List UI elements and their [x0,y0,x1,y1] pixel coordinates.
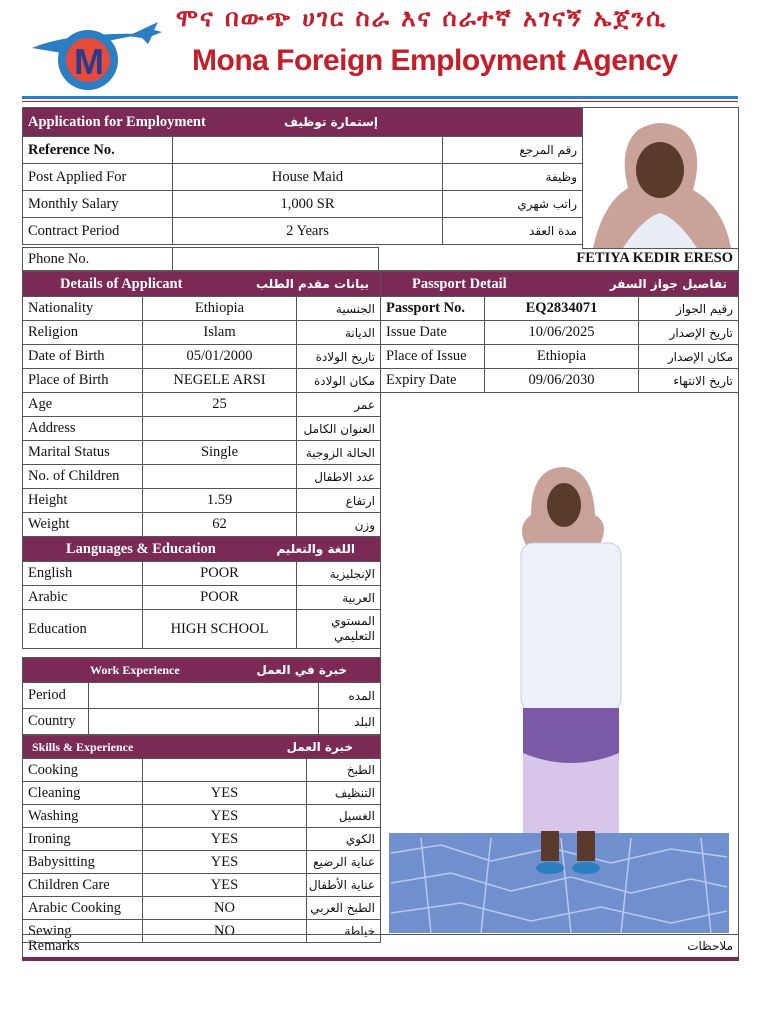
period-value [89,683,319,709]
contract-label: Contract Period [23,218,173,245]
salary-label: Monthly Salary [23,191,173,218]
arabic-cooking-label: Arabic Cooking [23,897,143,920]
nationality-label-arabic: الجنسية [297,297,381,321]
header-rule-red [22,101,738,102]
religion-label: Religion [23,321,143,345]
application-table [22,107,583,245]
remarks-row [22,934,739,961]
babysitting-label: Babysitting [23,851,143,874]
pob-label: Place of Birth [23,369,143,393]
country-label-arabic: البلد [319,709,381,735]
expiry-date-value: 09/06/2030 [485,369,639,393]
education-label: Education [23,610,143,649]
babysitting-label-arabic: عناية الرضيع [307,851,381,874]
portrait-photo [582,107,739,249]
applicant-name: FETIYA KEDIR ERESO [379,248,739,271]
reference-label: Reference No. [23,137,173,164]
reference-label-arabic: رقم المرجع [443,137,583,164]
details-table [22,271,381,649]
cooking-value [143,759,307,782]
issue-date-label: Issue Date [381,321,485,345]
arabic-value: POOR [143,586,297,610]
passport-title-arabic: تفاصيل جواز السفر [609,277,728,291]
dob-label: Date of Birth [23,345,143,369]
nationality-label: Nationality [23,297,143,321]
address-label-arabic: العنوان الكامل [297,417,381,441]
logo-letter: M [74,41,104,82]
country-label: Country [23,709,89,735]
expiry-date-label: Expiry Date [381,369,485,393]
english-label-arabic: الإنجليزية [297,562,381,586]
languages-title: Languages & Education [66,540,216,557]
phone-label: Phone No. [23,248,173,271]
application-title: Application for Employment [28,113,206,130]
skills-title-arabic: خبرة العمل [286,740,354,754]
english-label: English [23,562,143,586]
period-label: Period [23,683,89,709]
education-value: HIGH SCHOOL [143,610,297,649]
passport-table [380,271,739,393]
contract-label-arabic: مدة العقد [443,218,583,245]
pob-label-arabic: مكان الولادة [297,369,381,393]
arabic-label-arabic: العربية [297,586,381,610]
arabic-cooking-value: NO [143,897,307,920]
place-of-issue-label: Place of Issue [381,345,485,369]
arabic-cooking-label-arabic: الطبخ العربي [307,897,381,920]
remarks-label-arabic: ملاحظات [381,935,739,960]
agency-logo [30,14,162,92]
languages-title-arabic: اللغة والتعليم [276,542,356,556]
place-of-issue-label-arabic: مكان الإصدار [639,345,739,369]
nationality-value: Ethiopia [143,297,297,321]
contract-value: 2 Years [173,218,443,245]
marital-label-arabic: الحالة الزوجية [297,441,381,465]
religion-label-arabic: الديانة [297,321,381,345]
skills-title: Skills & Experience [32,739,134,754]
age-label: Age [23,393,143,417]
cleaning-value: YES [143,782,307,805]
salary-label-arabic: راتب شهري [443,191,583,218]
cleaning-label: Cleaning [23,782,143,805]
religion-value: Islam [143,321,297,345]
post-label-arabic: وظيفة [443,164,583,191]
children-label-arabic: عدد الاطفال [297,465,381,489]
phone-value [173,248,379,271]
work-table [22,657,381,735]
passport-no-label: Passport No. [381,297,485,321]
application-title-arabic: إستمارة توظيف [283,115,378,129]
marital-label: Marital Status [23,441,143,465]
babysitting-value: YES [143,851,307,874]
marital-value: Single [143,441,297,465]
post-label: Post Applied For [23,164,173,191]
agency-name-amharic: ሞና በውጭ ሀገር ስራ እና ሰራተኛ አገናኝ ኤጀንሲ [176,4,668,32]
header-rule-blue [22,96,738,99]
work-title: Work Experience [90,662,180,677]
washing-label: Washing [23,805,143,828]
dob-value: 05/01/2000 [143,345,297,369]
passport-title: Passport Detail [412,275,507,292]
sewing-value: NO [143,920,307,943]
height-label-arabic: ارتفاع [297,489,381,513]
pob-value: NEGELE ARSI [143,369,297,393]
height-label: Height [23,489,143,513]
issue-date-label-arabic: تاريخ الإصدار [639,321,739,345]
passport-no-value: EQ2834071 [485,297,639,321]
ironing-value: YES [143,828,307,851]
expiry-date-label-arabic: تاريخ الانتهاء [639,369,739,393]
work-title-arabic: خبرة في العمل [256,663,348,677]
height-value: 1.59 [143,489,297,513]
passport-no-label-arabic: رقيم الجواز [639,297,739,321]
agency-name-english: Mona Foreign Employment Agency [192,44,678,77]
country-value [89,709,319,735]
arabic-label: Arabic [23,586,143,610]
dob-label-arabic: تاريخ الولادة [297,345,381,369]
age-label-arabic: عمر [297,393,381,417]
place-of-issue-value: Ethiopia [485,345,639,369]
details-title: Details of Applicant [60,275,183,292]
age-value: 25 [143,393,297,417]
sewing-label: Sewing [23,920,143,943]
ironing-label: Ironing [23,828,143,851]
skills-table [22,735,381,943]
address-value [143,417,297,441]
issue-date-value: 10/06/2025 [485,321,639,345]
globe-plane-icon [30,14,162,92]
weight-label: Weight [23,513,143,537]
weight-value: 62 [143,513,297,537]
cooking-label-arabic: الطبخ [307,759,381,782]
weight-label-arabic: وزن [297,513,381,537]
phone-row [22,247,739,271]
children-value [143,465,297,489]
post-value: House Maid [173,164,443,191]
children-care-label: Children Care [23,874,143,897]
address-label: Address [23,417,143,441]
period-label-arabic: المده [319,683,381,709]
children-label: No. of Children [23,465,143,489]
cleaning-label-arabic: التنظيف [307,782,381,805]
sewing-label-arabic: خياطة [307,920,381,943]
remarks-label: Remarks [23,935,381,960]
children-care-value: YES [143,874,307,897]
children-care-label-arabic: عناية الأطفال [307,874,381,897]
washing-value: YES [143,805,307,828]
full-body-photo [380,393,739,935]
english-value: POOR [143,562,297,586]
washing-label-arabic: الغسيل [307,805,381,828]
salary-value: 1,000 SR [173,191,443,218]
details-title-arabic: بيانات مقدم الطلب [255,277,370,291]
education-label-arabic: المستوي التعليمي [297,610,381,649]
reference-value [173,137,443,164]
ironing-label-arabic: الكوي [307,828,381,851]
cooking-label: Cooking [23,759,143,782]
